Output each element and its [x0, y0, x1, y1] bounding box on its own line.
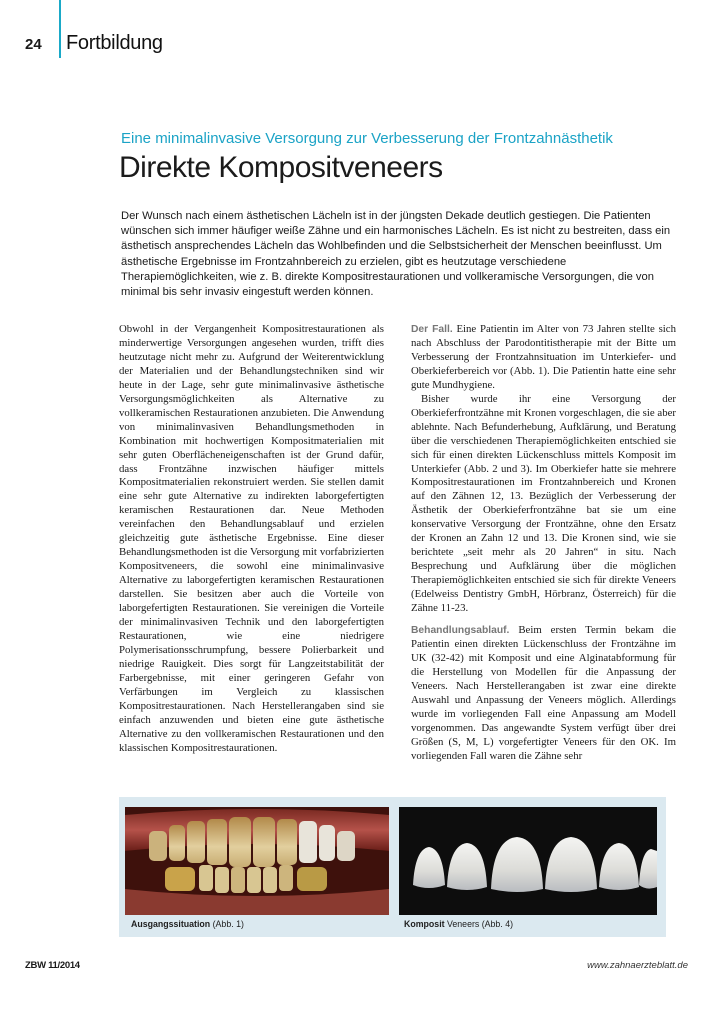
article-lead: Der Wunsch nach einem ästhetischen Lächeln ist in der jüngsten Dekade deutlich gestiegen. Die Patienten wünschen sich immer häufiger weiße Zähne und ein harmonisches Lächeln. Es ist nicht zu bestreiten, dass ein ästhetisch ansprechendes Lächeln das Wohlbefinden und die Selbstsicherheit der Menschen beeinflusst. Um ästhetische Ergebnisse im Frontzahnbereich zu erzielen, gibt es heutzutage verschiedene Therapiemöglichkeiten, wie z. B. direkte Kompositrestaurationen und vollkeramische Versorgungen, die von minimal bis sehr invasiv eingestuft werden können.: [121, 210, 671, 299]
footer-issue: ZBW 11/2014: [25, 960, 80, 971]
body-text: Eine Patientin im Alter von 73 Jahren stellte sich nach Abschluss der Parodontitistherapie mit der Bitte um Verbesserung der Frontzahnsituation im Unterkiefer- und Oberkieferbereich vor (Abb. 1). Die Patientin hatte eine sehr gute Mundhygiene.: [411, 323, 676, 391]
body-paragraph: Bisher wurde ihr eine Versorgung der Oberkieferfrontzähne mit Kronen vorgeschlagen, die sie aber ablehnte. Nach Befunderhebung, Aufklärung, und Beratung über die verschiedenen Therapiemöglichkeiten entschied sie sich für einen direkten Lückenschluss mittels Komposit im Unterkiefer (Abb. 2 und 3). Im Oberkiefer hatte sie mehrere Kompositrestaurationen im Frontzahnbereich und Kronen auf den Zähnen 12, 13. Bezüglich der Verbesserung der Ästhetik der Oberkieferfrontzähne bat sie um eine konservative Versorgung der Frontzähne, ohne den Ersatz der Kronen an Zahn 12 und 13. Die Kronen sind, wie sie berichtete „seit mehr als 20 Jahren“ in situ. Nach Besprechung und Aufklärung über die möglichen Therapiemöglichkeiten entschied sie sich für direkte Veneers (Edelweiss Dentistry GmbH, Hörbranz, Österreich) für die Zähne 11-23.: [411, 392, 676, 615]
figure-image-ausgangssituation: [125, 807, 389, 915]
figure-image-komposit-veneers: [399, 807, 657, 915]
caption-text: Veneers (Abb. 4): [444, 919, 514, 929]
caption-text: (Abb. 1): [210, 919, 244, 929]
body-text: Beim ersten Termin bekam die Patientin einen direkten Lückenschluss der Frontzähne im UK (32-42) mit Komposit und eine Alginatabformung für die Herstellung von Modellen für die Anpassung der Veneers. Nach Herstellerangaben ist zwar eine direkte Auswahl und Anpassung der Veneers möglich. Allerdings wurde im vorliegenden Fall eine Anpassung am Modell vorgenommen. Das angewandte System verfügt über drei Größen (S, M, L) vorgefertigter Veneers für den OK. Im vorliegenden Fall waren die Zähne sehr: [411, 624, 676, 762]
runin-heading-fall: Der Fall.: [411, 324, 453, 335]
page-number: 24: [25, 36, 42, 53]
figure-caption-1: [131, 919, 244, 929]
body-paragraph: Obwohl in der Vergangenheit Kompositrestaurationen als minderwertige Versorgungen angesehen wurden, trifft dies heutzutage nicht mehr zu. Aufgrund der Weiterentwicklung der Materialien und der Behandlungstechniken sind wir heute in der Lage, sehr gute minimalinvasive ästhetische Versorgungsmöglichkeiten als Alternative zu vollkeramischen Restaurationen anzubieten. Die Anwendung von minimalinvasiven Behandlungsmethoden in Kombination mit hochwertigen Kompositmaterialien mit sehr guten Oberflächeneigenschaften ist der Grund dafür, dass Frontzähne inzwischen häufiger mittels Kompositmaterialien rekonstruiert werden. Sie stellen damit eine sehr gute Alternative zu indirekten laborgefertigten keramischen Restaurationen dar. Neue Methoden vereinfachen den Behandlungsablauf und erzielen gleichzeitig gute ästhetische Ergebnisse. Eine dieser Behandlungsmethoden ist die Versorgung mit vorfabrizierten Kompositveneers, die sowohl eine minimalinvasive Alternative zu laborgefertigten keramischen Restaurationen darstellen. Sie besitzen aber auch die Vorteile von laborgefertigten Restaurationen. Sie vereinigen die Vorteile der minimalinvasiven Technik und den laborgefertigten Restaurationen, wie eine niedrigere Polymerisationsschrumpfung, bessere Polierbarkeit und niedrige Rauigkeit. Dies sorgt für Langzeitstabilität der Farbergebnisse, mit einer geringeren Gefahr von Verfärbungen im Vergleich zu klassischen Kompositrestaurationen. Nach Herstellerangaben sind sie einfach anzuwenden und bieten eine gute ästhetische Alternative zu den vollkeramischen Restaurationen und den klassischen Kompositrestaurationen.: [119, 323, 384, 754]
caption-bold: Ausgangssituation: [131, 919, 211, 929]
figure-caption-4: [404, 919, 513, 929]
body-column-right: [411, 323, 676, 764]
article-kicker: Eine minimalinvasive Versorgung zur Verbesserung der Frontzahnästhetik: [121, 130, 613, 147]
footer-website-link[interactable]: www.zahnaerzteblatt.de: [587, 960, 688, 971]
article-headline: Direkte Kompositveneers: [119, 151, 443, 184]
body-column-left: [119, 323, 384, 756]
body-paragraph-ablauf: [411, 624, 676, 764]
caption-bold: Komposit: [404, 919, 445, 929]
body-paragraph-fall: [411, 323, 676, 393]
runin-heading-ablauf: Behandlungsablauf.: [411, 625, 510, 637]
section-title: Fortbildung: [66, 32, 163, 54]
header-rule: [59, 0, 61, 58]
